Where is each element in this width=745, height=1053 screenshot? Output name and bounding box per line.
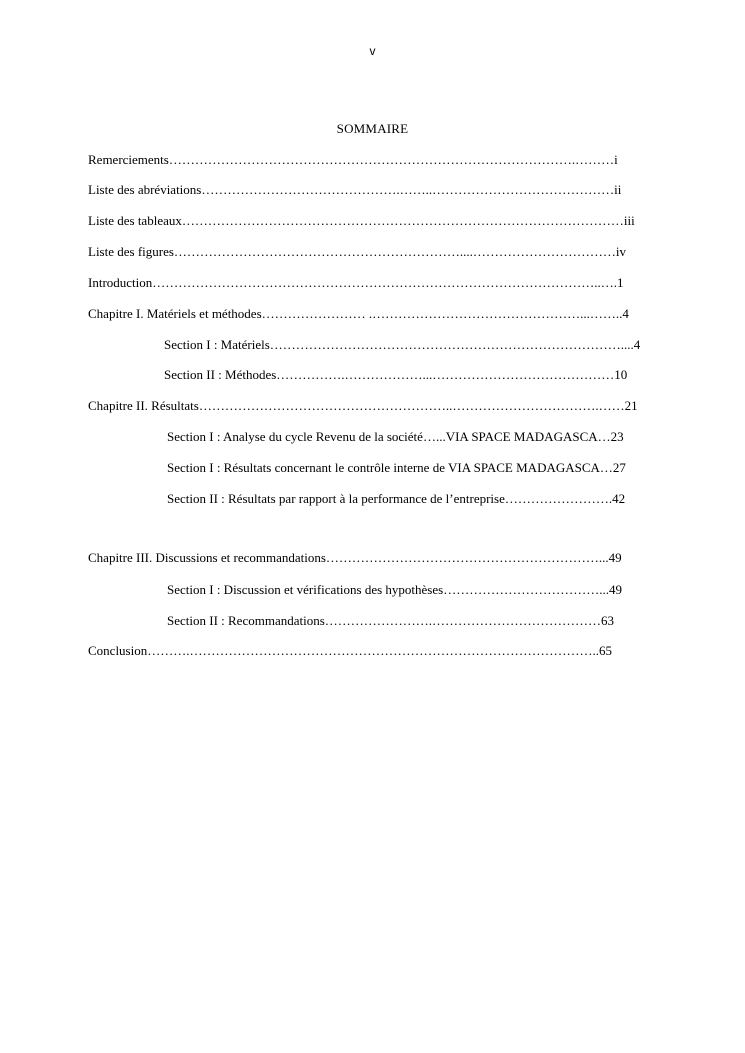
toc-entry-chapitre-3: Chapitre III. Discussions et recommandations………………………………………………………...49 [88,550,622,565]
toc-entry-chapitre-2-section-1a: Section I : Analyse du cycle Revenu de la société…...VIA SPACE MADAGASCA…23 [167,429,624,444]
toc-entry-chapitre-2: Chapitre II. Résultats…………………………………………………..…………………………….……21 [88,398,638,413]
toc-entry-chapitre-1: Chapitre I. Matériels et méthodes…………………… .…………………………………………...……..4 [88,306,629,321]
toc-entry-introduction: Introduction…………………………………………………………………………………………..….1 [88,275,624,290]
toc-entry-conclusion: Conclusion……….…………………………………………………………………………………..65 [88,643,612,658]
toc-entry-remerciements: Remerciements………………………………………………………………………………….………i [88,152,618,167]
toc-entry-chapitre-3-section-1: Section I : Discussion et vérifications des hypothèses………………………………...49 [167,582,622,597]
toc-entry-tableaux: Liste des tableaux…………………………………………………………………………………………iii [88,213,635,228]
toc-entry-abreviations: Liste des abréviations……………………………………….……..……………………………………ii [88,182,622,197]
toc-entry-figures: Liste des figures…………………………………………………………....……………………………iv [88,244,627,259]
toc-entry-chapitre-1-section-2: Section II : Méthodes…………….………………...……………………………………10 [164,367,628,382]
toc-entry-chapitre-3-section-2: Section II : Recommandations…………………….…………………………………63 [167,613,615,628]
page-title: SOMMAIRE [336,121,409,136]
page-number: v [369,44,376,58]
toc-entry-chapitre-1-section-1: Section I : Matériels………………………………………………………………………....4 [164,337,641,352]
toc-entry-chapitre-2-section-2: Section II : Résultats par rapport à la performance de l’entreprise…………………….42 [167,491,626,506]
toc-entry-chapitre-2-section-1b: Section I : Résultats concernant le contrôle interne de VIA SPACE MADAGASCA…27 [167,460,626,475]
